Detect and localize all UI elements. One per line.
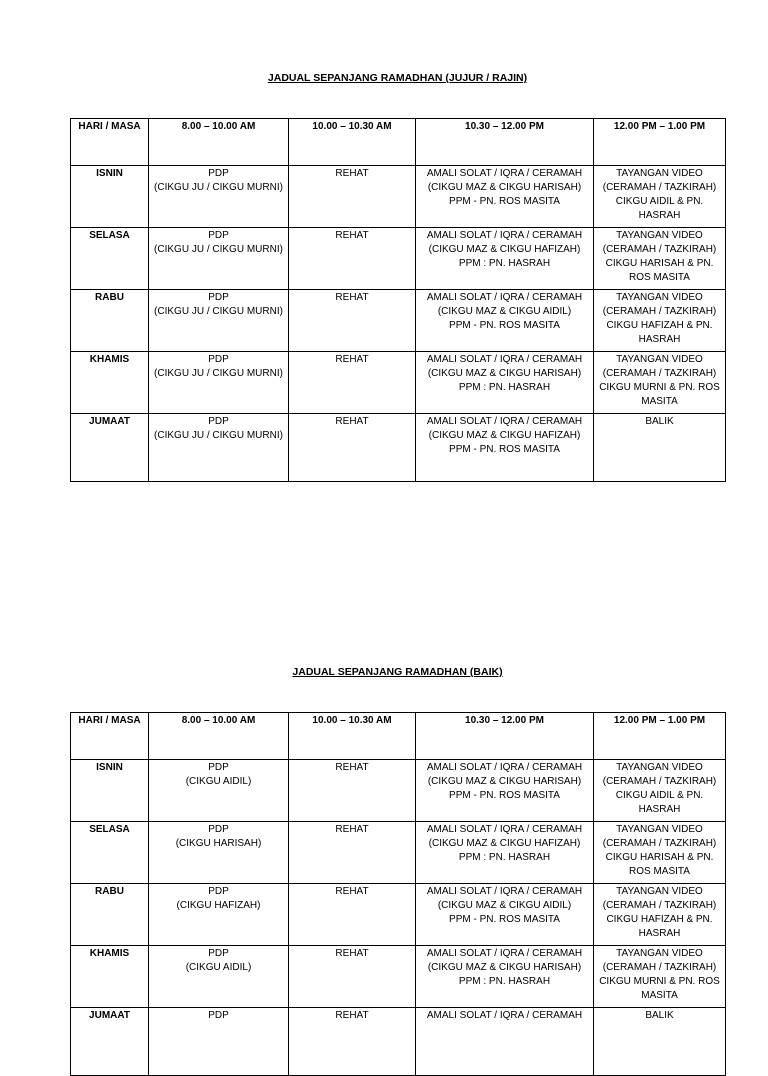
amali-cell: [416, 884, 594, 946]
cell-line: AMALI SOLAT / IQRA / CERAMAH: [426, 762, 583, 773]
timetable-section-baik: [70, 665, 725, 1021]
day-cell: JUMAAT: [71, 414, 149, 482]
cell-text: BALIK: [645, 1010, 674, 1021]
cell-line: (CIKGU MAZ & CIKGU HAFIZAH): [428, 838, 581, 849]
cell-line: PPM : PN. HASRAH: [458, 258, 551, 269]
cell-text: BALIK: [645, 416, 674, 427]
cell-line: (CIKGU MAZ & CIKGU AIDIL): [437, 900, 572, 911]
cell-text: TAYANGAN VIDEO (CERAMAH / TAZKIRAH) CIKGU HARISAH & PN. ROS MASITA: [602, 230, 717, 283]
pdp-cell: [149, 822, 289, 884]
amali-cell: [416, 1008, 594, 1076]
header-cell-slot-2: 10.00 – 10.30 AM: [289, 713, 416, 760]
header-cell-slot-4: 12.00 PM – 1.00 PM: [594, 713, 726, 760]
cell-line: PDP: [208, 354, 229, 365]
header-cell-day: HARI / MASA: [71, 119, 149, 166]
cell-line: AMALI SOLAT / IQRA / CERAMAH: [426, 416, 583, 427]
cell-line: (CIKGU JU / CIKGU MURNI): [154, 306, 283, 317]
video-cell: [594, 884, 726, 946]
header-cell-slot-4: 12.00 PM – 1.00 PM: [594, 119, 726, 166]
table-row-rabu: [71, 290, 726, 352]
amali-cell: [416, 946, 594, 1008]
rehat-cell: REHAT: [289, 946, 416, 1008]
day-cell: RABU: [71, 290, 149, 352]
table-row-khamis: [71, 946, 726, 1008]
cell-line: (CIKGU MAZ & CIKGU AIDIL): [437, 306, 572, 317]
cell-line: PDP: [208, 230, 229, 241]
header-cell-slot-2: 10.00 – 10.30 AM: [289, 119, 416, 166]
cell-text: TAYANGAN VIDEO (CERAMAH / TAZKIRAH) CIKGU AIDIL & PN. HASRAH: [602, 168, 717, 221]
cell-line: PDP: [208, 416, 229, 427]
cell-line: PDP: [208, 824, 229, 835]
cell-text: TAYANGAN VIDEO (CERAMAH / TAZKIRAH) CIKGU HAFIZAH & PN. HASRAH: [602, 292, 717, 345]
pdp-cell: [149, 228, 289, 290]
cell-line: (CIKGU AIDIL): [185, 962, 252, 973]
day-cell: RABU: [71, 884, 149, 946]
cell-text: TAYANGAN VIDEO (CERAMAH / TAZKIRAH) CIKGU HAFIZAH & PN. HASRAH: [602, 886, 717, 939]
cell-line: PDP: [208, 762, 229, 773]
day-cell: SELASA: [71, 822, 149, 884]
rehat-cell: REHAT: [289, 414, 416, 482]
video-cell: [594, 760, 726, 822]
cell-line: PDP: [208, 292, 229, 303]
cell-text: TAYANGAN VIDEO (CERAMAH / TAZKIRAH) CIKGU AIDIL & PN. HASRAH: [602, 762, 717, 815]
video-cell: [594, 228, 726, 290]
table-row-selasa: [71, 822, 726, 884]
pdp-cell: [149, 760, 289, 822]
cell-line: (CIKGU MAZ & CIKGU HAFIZAH): [428, 430, 581, 441]
cell-line: PDP: [208, 948, 229, 959]
cell-line: (CIKGU JU / CIKGU MURNI): [154, 244, 283, 255]
table-row-jumaat: [71, 414, 726, 482]
pdp-cell: [149, 166, 289, 228]
cell-line: (CIKGU MAZ & CIKGU HARISAH): [427, 776, 582, 787]
cell-line: PPM - PN. ROS MASITA: [449, 914, 560, 925]
cell-line: PPM : PN. HASRAH: [458, 976, 551, 987]
header-row: [71, 713, 726, 760]
cell-line: PPM - PN. ROS MASITA: [449, 790, 560, 801]
video-cell: [594, 290, 726, 352]
pdp-cell: [149, 290, 289, 352]
table-row-rabu: [71, 884, 726, 946]
pdp-cell: [149, 414, 289, 482]
amali-cell: [416, 414, 594, 482]
cell-line: (CIKGU JU / CIKGU MURNI): [154, 368, 283, 379]
table-row-selasa: [71, 228, 726, 290]
timetable-title: JADUAL SEPANJANG RAMADHAN (BAIK): [292, 666, 503, 678]
header-cell-slot-1: 8.00 – 10.00 AM: [149, 713, 289, 760]
header-cell-day: HARI / MASA: [71, 713, 149, 760]
table-row-isnin: [71, 760, 726, 822]
header-cell-slot-3: 10.30 – 12.00 PM: [416, 713, 594, 760]
table-row-jumaat: [71, 1008, 726, 1076]
cell-line: AMALI SOLAT / IQRA / CERAMAH: [426, 1010, 583, 1021]
rehat-cell: REHAT: [289, 352, 416, 414]
cell-line: PPM - PN. ROS MASITA: [449, 196, 560, 207]
rehat-cell: REHAT: [289, 228, 416, 290]
cell-line: AMALI SOLAT / IQRA / CERAMAH: [426, 168, 583, 179]
cell-line: AMALI SOLAT / IQRA / CERAMAH: [426, 230, 583, 241]
table-row-isnin: [71, 166, 726, 228]
cell-line: PDP: [208, 1010, 229, 1021]
cell-line: (CIKGU JU / CIKGU MURNI): [154, 430, 283, 441]
rehat-cell: REHAT: [289, 166, 416, 228]
timetable: [70, 712, 726, 1076]
day-cell: JUMAAT: [71, 1008, 149, 1076]
pdp-cell: [149, 884, 289, 946]
timetable-section-jujur-rajin: [70, 71, 725, 455]
cell-line: AMALI SOLAT / IQRA / CERAMAH: [426, 886, 583, 897]
cell-line: (CIKGU HARISAH): [175, 838, 262, 849]
amali-cell: [416, 352, 594, 414]
video-cell: [594, 166, 726, 228]
cell-line: PDP: [208, 886, 229, 897]
video-cell: [594, 822, 726, 884]
day-cell: ISNIN: [71, 166, 149, 228]
cell-line: AMALI SOLAT / IQRA / CERAMAH: [426, 824, 583, 835]
cell-line: PPM : PN. HASRAH: [458, 852, 551, 863]
amali-cell: [416, 290, 594, 352]
day-cell: SELASA: [71, 228, 149, 290]
cell-text: TAYANGAN VIDEO (CERAMAH / TAZKIRAH) CIKGU MURNI & PN. ROS MASITA: [599, 354, 720, 407]
rehat-cell: REHAT: [289, 760, 416, 822]
amali-cell: [416, 228, 594, 290]
cell-line: PPM - PN. ROS MASITA: [449, 444, 560, 455]
day-cell: KHAMIS: [71, 352, 149, 414]
cell-text: TAYANGAN VIDEO (CERAMAH / TAZKIRAH) CIKGU HARISAH & PN. ROS MASITA: [602, 824, 717, 877]
cell-line: (CIKGU MAZ & CIKGU HARISAH): [427, 182, 582, 193]
amali-cell: [416, 760, 594, 822]
pdp-cell: [149, 352, 289, 414]
cell-line: (CIKGU HAFIZAH): [176, 900, 261, 911]
cell-line: AMALI SOLAT / IQRA / CERAMAH: [426, 292, 583, 303]
timetable-title: JADUAL SEPANJANG RAMADHAN (JUJUR / RAJIN): [267, 72, 528, 84]
amali-cell: [416, 822, 594, 884]
rehat-cell: REHAT: [289, 290, 416, 352]
cell-line: PPM : PN. HASRAH: [458, 382, 551, 393]
cell-text: TAYANGAN VIDEO (CERAMAH / TAZKIRAH) CIKGU MURNI & PN. ROS MASITA: [599, 948, 720, 1001]
cell-line: (CIKGU MAZ & CIKGU HARISAH): [427, 368, 582, 379]
rehat-cell: REHAT: [289, 884, 416, 946]
table-row-khamis: [71, 352, 726, 414]
video-cell: [594, 946, 726, 1008]
video-cell: [594, 414, 726, 482]
header-cell-slot-3: 10.30 – 12.00 PM: [416, 119, 594, 166]
header-cell-slot-1: 8.00 – 10.00 AM: [149, 119, 289, 166]
amali-cell: [416, 166, 594, 228]
cell-line: PDP: [208, 168, 229, 179]
cell-line: (CIKGU MAZ & CIKGU HARISAH): [427, 962, 582, 973]
cell-line: AMALI SOLAT / IQRA / CERAMAH: [426, 354, 583, 365]
cell-line: (CIKGU MAZ & CIKGU HAFIZAH): [428, 244, 581, 255]
pdp-cell: [149, 1008, 289, 1076]
day-cell: KHAMIS: [71, 946, 149, 1008]
timetable: [70, 118, 726, 482]
day-cell: ISNIN: [71, 760, 149, 822]
cell-line: (CIKGU JU / CIKGU MURNI): [154, 182, 283, 193]
video-cell: [594, 352, 726, 414]
cell-line: AMALI SOLAT / IQRA / CERAMAH: [426, 948, 583, 959]
header-row: [71, 119, 726, 166]
video-cell: [594, 1008, 726, 1076]
rehat-cell: REHAT: [289, 822, 416, 884]
cell-line: PPM - PN. ROS MASITA: [449, 320, 560, 331]
rehat-cell: REHAT: [289, 1008, 416, 1076]
pdp-cell: [149, 946, 289, 1008]
cell-line: (CIKGU AIDIL): [185, 776, 252, 787]
